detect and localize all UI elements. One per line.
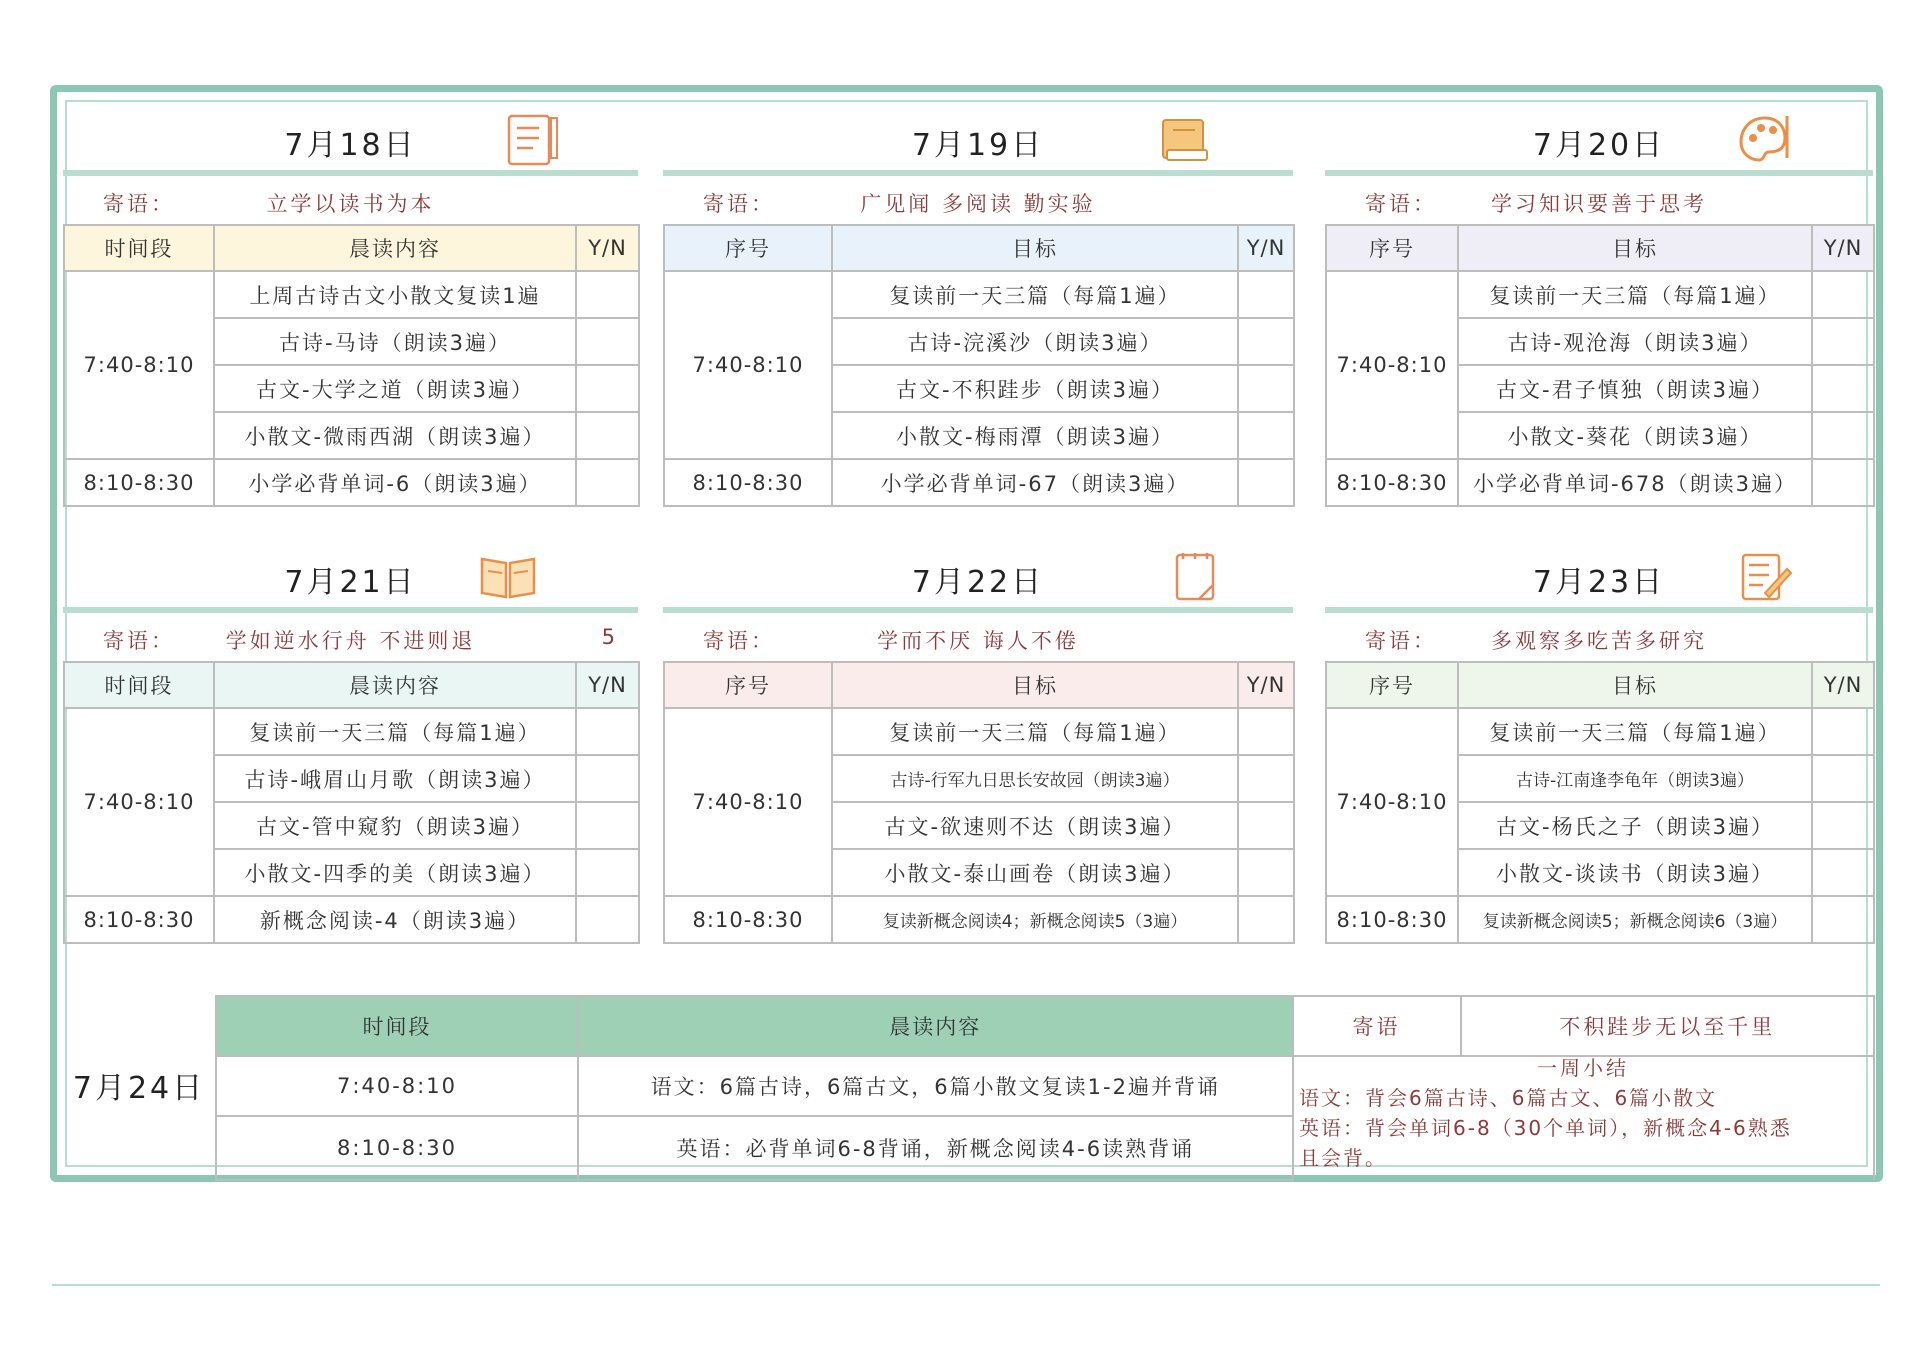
yn-checkbox[interactable]	[1238, 708, 1294, 755]
schedule-item: 小学必背单词-678（朗读3遍）	[1458, 459, 1812, 506]
summary-line-chinese: 语文：背会6篇古诗、6篇古文、6篇小散文	[1299, 1086, 1718, 1110]
day-schedule-table	[63, 224, 640, 507]
day-title: 7月22日	[911, 565, 1045, 600]
schedule-item: 古文-欲速则不达（朗读3遍）	[832, 802, 1238, 849]
motto-label: 寄语：	[103, 629, 175, 653]
yn-checkbox[interactable]	[1238, 412, 1294, 459]
day-24-row2-content: 英语：必背单词6-8背诵，新概念阅读4-6读熟背诵	[578, 1116, 1293, 1180]
day-motto	[63, 176, 638, 224]
yn-checkbox[interactable]	[1812, 412, 1874, 459]
header-cell-1: 序号	[664, 225, 832, 271]
day-motto	[63, 613, 638, 661]
slot-time: 8:10-8:30	[664, 459, 832, 506]
yn-checkbox[interactable]	[1238, 459, 1294, 506]
motto-text: 学习知识要善于思考	[1491, 192, 1707, 216]
schedule-item: 小散文-四季的美（朗读3遍）	[214, 849, 576, 896]
day-title: 7月23日	[1532, 565, 1666, 600]
schedule-item: 古文-君子慎独（朗读3遍）	[1458, 365, 1812, 412]
yn-checkbox[interactable]	[1238, 318, 1294, 365]
motto-label: 寄语：	[1365, 192, 1437, 216]
schedule-item: 上周古诗古文小散文复读1遍	[214, 271, 576, 318]
header-cell-1: 时间段	[64, 225, 214, 271]
day-24-row1-time: 7:40-8:10	[216, 1056, 578, 1116]
day-24-title: 7月24日	[63, 995, 217, 1175]
motto-label: 寄语：	[103, 192, 175, 216]
header-cell-yn: Y/N	[1238, 225, 1294, 271]
day-title: 7月20日	[1532, 128, 1666, 163]
day-24-section	[63, 995, 1875, 1175]
schedule-item: 古文-管中窥豹（朗读3遍）	[214, 802, 576, 849]
yn-checkbox[interactable]	[576, 802, 639, 849]
day-motto	[663, 176, 1293, 224]
yn-checkbox[interactable]	[576, 271, 639, 318]
slot-time: 8:10-8:30	[1326, 459, 1458, 506]
day-title: 7月21日	[284, 565, 417, 600]
yn-checkbox[interactable]	[1812, 318, 1874, 365]
yn-checkbox[interactable]	[1812, 896, 1874, 943]
header-cell-yn: Y/N	[1238, 662, 1294, 708]
summary-title: 一周小结	[1537, 1056, 1629, 1080]
palette-icon	[1735, 110, 1795, 168]
day-block	[1325, 537, 1873, 944]
header-cell-1: 时间段	[64, 662, 214, 708]
schedule-item: 古诗-浣溪沙（朗读3遍）	[832, 318, 1238, 365]
yn-checkbox[interactable]	[576, 896, 639, 943]
note-pen-icon	[1735, 547, 1795, 605]
day-title: 7月18日	[284, 128, 417, 163]
day-motto	[1325, 613, 1873, 661]
notepad-list-icon	[503, 110, 563, 168]
day-schedule-table	[63, 661, 640, 944]
day-block	[1325, 100, 1873, 507]
motto-text: 多观察多吃苦多研究	[1491, 629, 1707, 653]
day-24-header-content: 晨读内容	[578, 996, 1293, 1056]
slot-time: 7:40-8:10	[64, 708, 214, 896]
schedule-item: 小散文-梅雨潭（朗读3遍）	[832, 412, 1238, 459]
motto-text: 学如逆水行舟 不进则退	[225, 629, 476, 653]
day-motto	[1325, 176, 1873, 224]
motto-number: 5	[601, 625, 618, 649]
header-cell-1: 序号	[664, 662, 832, 708]
slot-time: 7:40-8:10	[1326, 271, 1458, 459]
schedule-item: 古诗-江南逢李龟年（朗读3遍）	[1458, 755, 1812, 802]
day-schedule-table	[1325, 661, 1875, 944]
day-24-header-time: 时间段	[216, 996, 578, 1056]
slot-time: 8:10-8:30	[1326, 896, 1458, 943]
slot-time: 7:40-8:10	[64, 271, 214, 459]
weekly-summary	[1293, 1053, 1873, 1173]
schedule-item: 复读前一天三篇（每篇1遍）	[214, 708, 576, 755]
schedule-item: 复读新概念阅读4；新概念阅读5（3遍）	[832, 896, 1238, 943]
schedule-item: 小散文-微雨西湖（朗读3遍）	[214, 412, 576, 459]
day-schedule-table	[663, 224, 1295, 507]
yn-checkbox[interactable]	[1812, 755, 1874, 802]
motto-text: 立学以读书为本	[266, 192, 435, 216]
header-cell-2: 目标	[1458, 225, 1812, 271]
header-cell-2: 目标	[832, 225, 1238, 271]
day-24-motto-label: 寄语	[1293, 996, 1461, 1056]
yn-checkbox[interactable]	[1812, 849, 1874, 896]
day-block	[663, 537, 1293, 944]
motto-label: 寄语：	[703, 629, 775, 653]
motto-label: 寄语：	[1365, 629, 1437, 653]
header-cell-yn: Y/N	[1812, 225, 1874, 271]
schedule-item: 小散文-葵花（朗读3遍）	[1458, 412, 1812, 459]
day-block	[663, 100, 1293, 507]
slot-time: 7:40-8:10	[664, 708, 832, 896]
day-schedule-table	[663, 661, 1295, 944]
yn-checkbox[interactable]	[576, 708, 639, 755]
header-cell-1: 序号	[1326, 662, 1458, 708]
notepad-icon	[1165, 547, 1225, 605]
day-24-row1-content: 语文：6篇古诗，6篇古文，6篇小散文复读1-2遍并背诵	[578, 1056, 1293, 1116]
schedule-item: 古文-大学之道（朗读3遍）	[214, 365, 576, 412]
yn-checkbox[interactable]	[576, 365, 639, 412]
yn-checkbox[interactable]	[576, 755, 639, 802]
header-cell-2: 目标	[832, 662, 1238, 708]
motto-text: 学而不厌 诲人不倦	[877, 629, 1079, 653]
yn-checkbox[interactable]	[1238, 896, 1294, 943]
yn-checkbox[interactable]	[1238, 365, 1294, 412]
footer-divider	[52, 1284, 1880, 1286]
schedule-item: 复读前一天三篇（每篇1遍）	[1458, 708, 1812, 755]
yn-checkbox[interactable]	[1812, 271, 1874, 318]
schedule-item: 复读前一天三篇（每篇1遍）	[832, 271, 1238, 318]
header-cell-2: 晨读内容	[214, 662, 576, 708]
yn-checkbox[interactable]	[1812, 365, 1874, 412]
header-cell-1: 序号	[1326, 225, 1458, 271]
yn-checkbox[interactable]	[576, 849, 639, 896]
day-24-row2-time: 8:10-8:30	[216, 1116, 578, 1180]
yn-checkbox[interactable]	[1238, 802, 1294, 849]
schedule-item: 复读新概念阅读5；新概念阅读6（3遍）	[1458, 896, 1812, 943]
yn-checkbox[interactable]	[1238, 271, 1294, 318]
motto-text: 广见闻 多阅读 勤实验	[860, 192, 1096, 216]
book-icon	[1155, 110, 1215, 168]
day-title: 7月19日	[911, 128, 1045, 163]
yn-checkbox[interactable]	[576, 459, 639, 506]
day-schedule-table	[1325, 224, 1875, 507]
schedule-item: 古诗-观沧海（朗读3遍）	[1458, 318, 1812, 365]
day-motto	[663, 613, 1293, 661]
schedule-item: 复读前一天三篇（每篇1遍）	[1458, 271, 1812, 318]
yn-checkbox[interactable]	[576, 318, 639, 365]
header-cell-yn: Y/N	[576, 662, 639, 708]
day-block	[63, 537, 638, 944]
header-cell-2: 晨读内容	[214, 225, 576, 271]
slot-time: 8:10-8:30	[664, 896, 832, 943]
header-cell-yn: Y/N	[1812, 662, 1874, 708]
schedule-item: 复读前一天三篇（每篇1遍）	[832, 708, 1238, 755]
schedule-item: 小学必背单词-6（朗读3遍）	[214, 459, 576, 506]
schedule-item: 古诗-马诗（朗读3遍）	[214, 318, 576, 365]
yn-checkbox[interactable]	[576, 412, 639, 459]
slot-time: 8:10-8:30	[64, 459, 214, 506]
day-block	[63, 100, 638, 507]
yn-checkbox[interactable]	[1812, 459, 1874, 506]
schedule-item: 古诗-峨眉山月歌（朗读3遍）	[214, 755, 576, 802]
motto-label: 寄语：	[703, 192, 775, 216]
yn-checkbox[interactable]	[1238, 755, 1294, 802]
header-cell-2: 目标	[1458, 662, 1812, 708]
summary-line-end: 且会背。	[1299, 1146, 1387, 1170]
slot-time: 7:40-8:10	[664, 271, 832, 459]
summary-line-english: 英语：背会单词6-8（30个单词），新概念4-6熟悉	[1299, 1116, 1792, 1140]
yn-checkbox[interactable]	[1238, 849, 1294, 896]
slot-time: 8:10-8:30	[64, 896, 214, 943]
schedule-item: 古文-不积跬步（朗读3遍）	[832, 365, 1238, 412]
day-24-motto: 不积跬步无以至千里	[1461, 996, 1874, 1056]
open-book-icon	[478, 547, 538, 605]
schedule-item: 小散文-谈读书（朗读3遍）	[1458, 849, 1812, 896]
schedule-item: 古诗-行军九日思长安故园（朗读3遍）	[832, 755, 1238, 802]
yn-checkbox[interactable]	[1812, 802, 1874, 849]
schedule-item: 小散文-泰山画卷（朗读3遍）	[832, 849, 1238, 896]
schedule-item: 小学必背单词-67（朗读3遍）	[832, 459, 1238, 506]
slot-time: 7:40-8:10	[1326, 708, 1458, 896]
yn-checkbox[interactable]	[1812, 708, 1874, 755]
header-cell-yn: Y/N	[576, 225, 639, 271]
schedule-item: 新概念阅读-4（朗读3遍）	[214, 896, 576, 943]
schedule-item: 古文-杨氏之子（朗读3遍）	[1458, 802, 1812, 849]
